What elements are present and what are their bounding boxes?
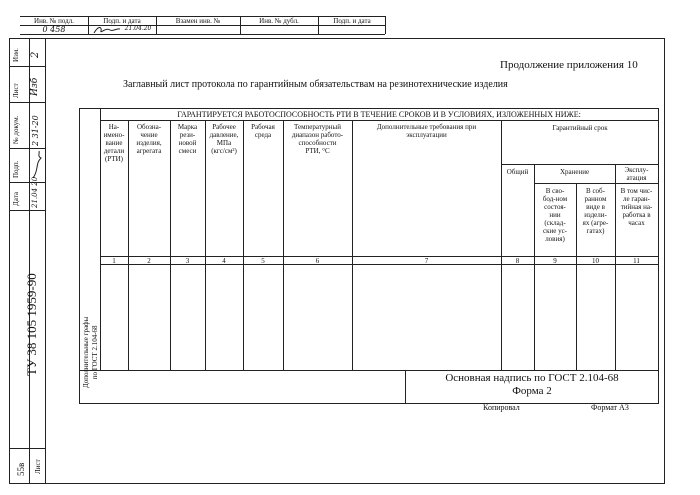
col-header-total: Общий xyxy=(506,168,529,176)
stamp-inv-value: 0 458 xyxy=(42,25,66,34)
title-block-form: Форма 2 xyxy=(512,385,552,397)
strip-label-change: Изм. xyxy=(12,48,20,62)
col-number: 11 xyxy=(633,257,640,265)
col-number: 8 xyxy=(515,257,520,265)
strip-label-doc: № докум. xyxy=(12,115,20,144)
col-number: 10 xyxy=(592,257,599,265)
document-code: ТУ 38 105 1959-90 xyxy=(24,273,39,376)
strip-label-sheet: Лист xyxy=(12,83,20,98)
col-header-operation: Эксплу- атация xyxy=(624,166,649,182)
footer-format: Формат А3 xyxy=(591,403,629,412)
stamp-header-dup: Инв. № дубл. xyxy=(259,17,299,25)
col-number: 9 xyxy=(553,257,557,265)
col-number: 5 xyxy=(261,257,265,265)
col-header-medium: Рабочая среда xyxy=(251,123,275,139)
col-number: 2 xyxy=(147,257,151,265)
stamp-header-sign2: Подп. и дата xyxy=(333,17,371,25)
col-header-requirements: Дополнительные требования при эксплуатации xyxy=(376,123,477,139)
col-header-pressure: Рабочее давление, МПа (кгс/см²) xyxy=(209,123,239,155)
col-number: 4 xyxy=(222,257,226,265)
stamp-header-sign: Подп. и дата xyxy=(103,17,141,25)
strip-hand-sheet: Изб xyxy=(30,77,40,96)
strip-label-sign: Подп. xyxy=(12,160,20,178)
strip-hand-change: 2 xyxy=(30,51,41,58)
strip-hand-date: 21.04 20 xyxy=(31,176,39,208)
col-header-storage-assembled: В соб- ранном виде в издели- ях (агре- гатах) xyxy=(582,187,609,235)
stamp-sign-date: 21.04.20 xyxy=(124,25,152,32)
col-header-warranty: Гарантийный срок xyxy=(552,124,608,132)
strip-label-date: Дата xyxy=(12,192,20,206)
col-header-rubber-grade: Марка рези- новой смеси xyxy=(177,123,198,155)
col-header-storage-free: В сво- бод-ном состоя- нии (склад- ские ус- ловия) xyxy=(542,187,568,243)
additional-columns-note: Дополнительные графы по ГОСТ 2.104-68 xyxy=(82,316,99,388)
table-banner: ГАРАНТИРУЕТСЯ РАБОТОСПОСОБНОСТЬ РТИ В ТЕЧЕНИЕ СРОКОВ И В УСЛОВИЯХ, ИЗЛОЖЕННЫХ НИЖЕ: xyxy=(177,110,581,119)
col-header-storage: Хранение xyxy=(559,168,590,176)
protocol-title: Заглавный лист протокола по гарантийным обязательствам на резинотехнические изделия xyxy=(123,79,508,90)
col-header-product: Обозна- чение изделия, агрегата xyxy=(136,123,162,155)
col-number: 1 xyxy=(112,257,116,265)
stamp-header-replace: Взамен инв. № xyxy=(175,17,221,25)
signature-icon xyxy=(92,25,122,35)
title-block-standard: Основная надпись по ГОСТ 2.104-68 xyxy=(445,372,619,384)
strip-hand-doc: 2 31-20 xyxy=(31,115,40,146)
strip-signature-icon xyxy=(31,150,43,180)
col-header-temperature: Температурный диапазон работо- способности РТИ, °С xyxy=(291,123,344,155)
col-header-part-name: На- имено- вание детали (РТИ) xyxy=(103,123,125,163)
footer-copied: Копировал xyxy=(483,403,520,412)
col-number: 3 xyxy=(185,257,190,265)
strip-sheet-label: Лист xyxy=(34,459,42,474)
stamp-header-inv: Инв. № подл. xyxy=(34,17,74,25)
appendix-title: Продолжение приложения 10 xyxy=(500,59,638,71)
strip-sheet-number: 55в xyxy=(16,462,26,476)
col-header-operation-hours: В том чис- ле гаран- тийная на- работка в часах xyxy=(620,187,653,227)
col-number: 6 xyxy=(315,257,320,265)
col-number: 7 xyxy=(424,257,429,265)
